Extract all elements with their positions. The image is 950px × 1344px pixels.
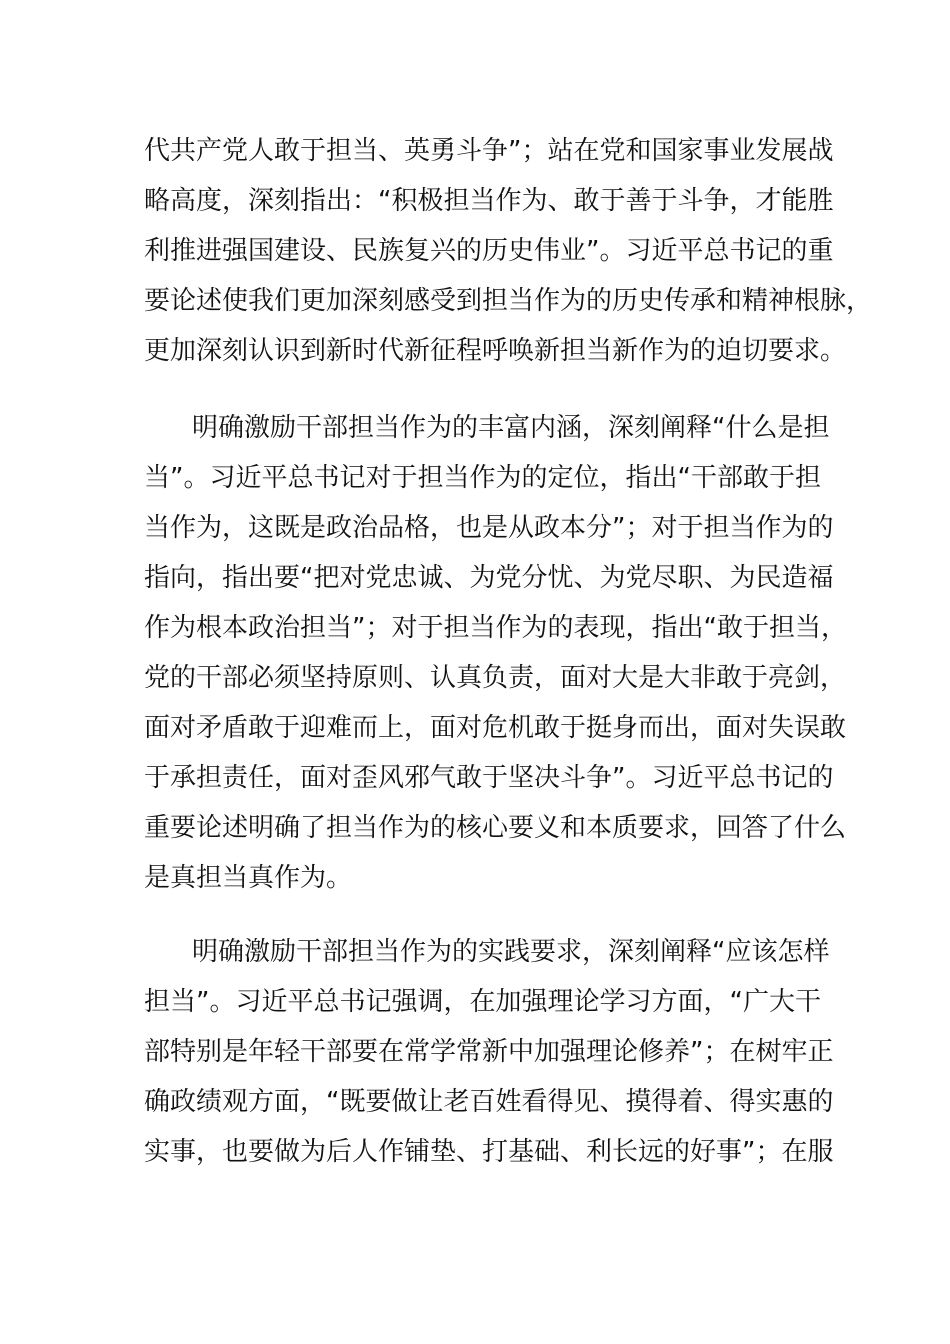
paragraph-line: 实事，也要做为后人作铺垫、打基础、利长远的好事”；在服 [144, 1137, 834, 1167]
paragraph-3 [144, 927, 834, 1177]
paragraph-line: 当”。习近平总书记对于担当作为的定位，指出“干部敢于担 [144, 463, 821, 493]
paragraph-1 [144, 126, 873, 376]
paragraph-line: 当作为，这既是政治品格，也是从政本分”；对于担当作为的 [144, 513, 834, 543]
paragraph-2 [144, 403, 847, 903]
paragraph-line: 部特别是年轻干部要在常学常新中加强理论修养”；在树牢正 [144, 1037, 834, 1067]
paragraph-line: 明确激励干部担当作为的实践要求，深刻阐释“应该怎样 [192, 937, 830, 967]
paragraph-line: 明确激励干部担当作为的丰富内涵，深刻阐释“什么是担 [192, 413, 830, 443]
paragraph-line: 更加深刻认识到新时代新征程呼唤新担当新作为的迫切要求。 [144, 336, 847, 366]
paragraph-line: 利推进强国建设、民族复兴的历史伟业”。习近平总书记的重 [144, 236, 834, 266]
paragraph-line: 担当”。习近平总书记强调，在加强理论学习方面，“广大干 [144, 987, 821, 1017]
paragraph-line: 代共产党人敢于担当、英勇斗争”；站在党和国家事业发展战 [144, 136, 834, 166]
paragraph-line: 重要论述明确了担当作为的核心要义和本质要求，回答了什么 [144, 813, 847, 843]
paragraph-line: 确政绩观方面，“既要做让老百姓看得见、摸得着、得实惠的 [144, 1087, 834, 1117]
paragraph-line: 作为根本政治担当”；对于担当作为的表现，指出“敢于担当， [144, 613, 847, 643]
paragraph-line: 党的干部必须坚持原则、认真负责，面对大是大非敢于亮剑， [144, 663, 847, 693]
paragraph-line: 指向，指出要“把对党忠诚、为党分忧、为党尽职、为民造福 [144, 563, 834, 593]
paragraph-line: 略高度，深刻指出：“积极担当作为、敢于善于斗争，才能胜 [144, 186, 834, 216]
paragraph-line: 要论述使我们更加深刻感受到担当作为的历史传承和精神根脉， [144, 286, 873, 316]
paragraph-line: 面对矛盾敢于迎难而上，面对危机敢于挺身而出，面对失误敢 [144, 713, 847, 743]
paragraph-line: 是真担当真作为。 [144, 863, 353, 893]
paragraph-line: 于承担责任，面对歪风邪气敢于坚决斗争”。习近平总书记的 [144, 763, 834, 793]
